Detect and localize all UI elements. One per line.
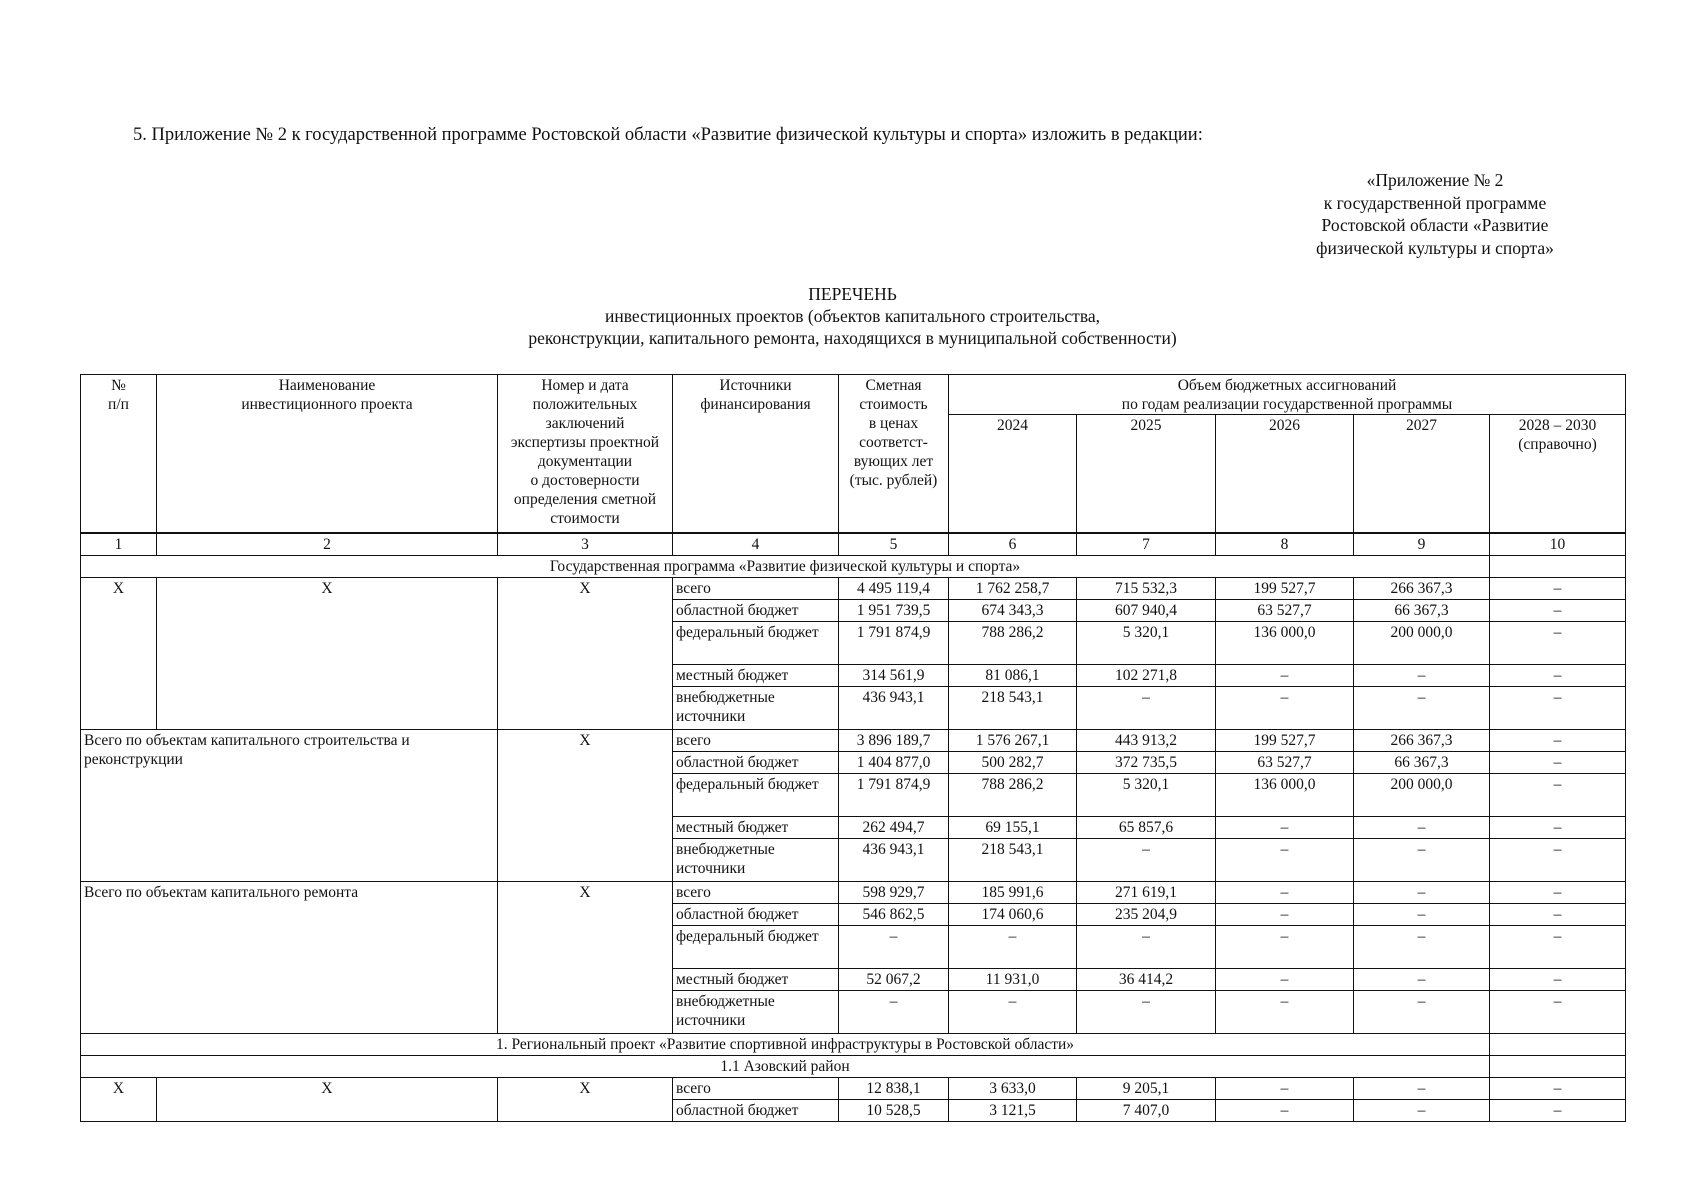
value-cell: 63 527,7	[1216, 751, 1354, 773]
value-cell: –	[1216, 838, 1354, 881]
value-cell: –	[1077, 838, 1216, 881]
section-regional	[81, 1033, 1626, 1055]
value-cell: –	[1354, 925, 1490, 968]
section-program-label: Государственная программа «Развитие физической культуры и спорта»	[81, 555, 1490, 577]
value-cell: –	[1077, 925, 1216, 968]
x-mark-num: Х	[81, 1077, 157, 1121]
value-cell: 443 913,2	[1077, 729, 1216, 751]
value-cell: 11 931,0	[949, 968, 1077, 990]
source-cell: всего	[673, 577, 839, 599]
value-cell: –	[949, 990, 1077, 1033]
value-cell: 788 286,2	[949, 621, 1077, 664]
value-cell: 266 367,3	[1354, 577, 1490, 599]
value-cell: 314 561,9	[839, 664, 949, 686]
value-cell: 218 543,1	[949, 686, 1077, 729]
value-cell: –	[1354, 816, 1490, 838]
value-cell: –	[1490, 1077, 1626, 1099]
value-cell: 4 495 119,4	[839, 577, 949, 599]
value-cell: –	[1216, 816, 1354, 838]
header-2028-2030: 2028 – 2030 (справочно)	[1490, 415, 1626, 533]
value-cell: 69 155,1	[949, 816, 1077, 838]
value-cell: –	[1216, 903, 1354, 925]
value-cell: –	[1216, 925, 1354, 968]
value-cell: –	[1077, 686, 1216, 729]
source-cell: местный бюджет	[673, 664, 839, 686]
value-cell: 436 943,1	[839, 686, 949, 729]
column-number: 1	[81, 533, 157, 556]
value-cell: 3 121,5	[949, 1099, 1077, 1121]
column-number: 7	[1077, 533, 1216, 556]
header-2026: 2026	[1216, 415, 1354, 533]
value-cell: 715 532,3	[1077, 577, 1216, 599]
intro-paragraph: 5. Приложение № 2 к государственной программе Ростовской области «Развитие физической культуры и спорта» изложить в редакции:	[133, 125, 1203, 145]
value-cell: –	[839, 925, 949, 968]
value-cell: 598 929,7	[839, 881, 949, 903]
annex-line: Ростовской области «Развитие	[1321, 215, 1549, 235]
value-cell: –	[839, 990, 949, 1033]
value-cell: –	[1216, 968, 1354, 990]
value-cell: 199 527,7	[1216, 577, 1354, 599]
section-program	[81, 555, 1626, 577]
value-cell: 500 282,7	[949, 751, 1077, 773]
column-numbers-row	[81, 533, 1626, 556]
value-cell: 674 343,3	[949, 599, 1077, 621]
value-cell: 266 367,3	[1354, 729, 1490, 751]
value-cell: 102 271,8	[1077, 664, 1216, 686]
source-cell: местный бюджет	[673, 968, 839, 990]
value-cell: –	[1354, 664, 1490, 686]
value-cell: –	[1216, 1077, 1354, 1099]
value-cell: –	[1216, 1099, 1354, 1121]
value-cell: 185 991,6	[949, 881, 1077, 903]
value-cell: 5 320,1	[1077, 773, 1216, 816]
annex-line: «Приложение № 2	[1366, 170, 1504, 190]
azov-block-row	[81, 1077, 1626, 1099]
source-cell: областной бюджет	[673, 903, 839, 925]
value-cell: 12 838,1	[839, 1077, 949, 1099]
header-row	[81, 375, 1626, 415]
x-mark-name: Х	[157, 577, 498, 729]
header-name: Наименование инвестиционного проекта	[157, 375, 498, 533]
x-mark-num: Х	[81, 577, 157, 729]
source-cell: областной бюджет	[673, 599, 839, 621]
section-azov	[81, 1055, 1626, 1077]
document-title	[300, 283, 1405, 349]
value-cell: 52 067,2	[839, 968, 949, 990]
value-cell: –	[949, 925, 1077, 968]
value-cell: –	[1354, 838, 1490, 881]
annex-line: физической культуры и спорта»	[1316, 237, 1554, 258]
value-cell: 200 000,0	[1354, 621, 1490, 664]
value-cell: 65 857,6	[1077, 816, 1216, 838]
value-cell: –	[1354, 686, 1490, 729]
source-cell: местный бюджет	[673, 816, 839, 838]
construction-block-row	[81, 729, 1626, 751]
construction-block-label: Всего по объектам капитального строительства и реконструкции	[81, 729, 498, 881]
value-cell: 218 543,1	[949, 838, 1077, 881]
title-line: ПЕРЕЧЕНЬ	[808, 284, 897, 304]
repair-block-row	[81, 881, 1626, 903]
value-cell: 1 791 874,9	[839, 773, 949, 816]
total-block-row	[81, 577, 1626, 599]
value-cell: 7 407,0	[1077, 1099, 1216, 1121]
value-cell: 271 619,1	[1077, 881, 1216, 903]
repair-block-label: Всего по объектам капитального ремонта	[81, 881, 498, 1033]
source-cell: федеральный бюджет	[673, 773, 839, 816]
x-mark-expertise: Х	[498, 729, 673, 881]
value-cell: 436 943,1	[839, 838, 949, 881]
value-cell: –	[1077, 990, 1216, 1033]
value-cell: –	[1490, 903, 1626, 925]
value-cell: –	[1216, 990, 1354, 1033]
value-cell: –	[1354, 903, 1490, 925]
value-cell: 1 404 877,0	[839, 751, 949, 773]
column-number: 2	[157, 533, 498, 556]
value-cell: 546 862,5	[839, 903, 949, 925]
value-cell: 81 086,1	[949, 664, 1077, 686]
x-mark-expertise: Х	[498, 1077, 673, 1121]
value-cell: –	[1354, 990, 1490, 1033]
source-cell: внебюджетные источники	[673, 686, 839, 729]
value-cell: –	[1216, 686, 1354, 729]
source-cell: федеральный бюджет	[673, 621, 839, 664]
source-cell: областной бюджет	[673, 1099, 839, 1121]
column-number: 3	[498, 533, 673, 556]
value-cell: –	[1490, 664, 1626, 686]
value-cell: –	[1490, 990, 1626, 1033]
source-cell: федеральный бюджет	[673, 925, 839, 968]
source-cell: всего	[673, 881, 839, 903]
value-cell: –	[1216, 881, 1354, 903]
value-cell: 199 527,7	[1216, 729, 1354, 751]
empty-cell	[1490, 1055, 1626, 1077]
value-cell: 3 896 189,7	[839, 729, 949, 751]
value-cell: –	[1490, 1099, 1626, 1121]
value-cell: –	[1490, 577, 1626, 599]
value-cell: –	[1490, 686, 1626, 729]
value-cell: –	[1490, 751, 1626, 773]
value-cell: 136 000,0	[1216, 773, 1354, 816]
header-expertise: Номер и дата положительных заключений экспертизы проектной документации о достоверности определения сметной стоимости	[498, 375, 673, 533]
value-cell: 1 576 267,1	[949, 729, 1077, 751]
header-cost: Сметная стоимость в ценах соответст- вующих лет (тыс. рублей)	[839, 375, 949, 533]
value-cell: 10 528,5	[839, 1099, 949, 1121]
value-cell: 36 414,2	[1077, 968, 1216, 990]
source-cell: областной бюджет	[673, 751, 839, 773]
annex-line: к государственной программе	[1323, 192, 1547, 213]
value-cell: –	[1490, 968, 1626, 990]
column-number: 4	[673, 533, 839, 556]
value-cell: –	[1490, 729, 1626, 751]
value-cell: –	[1354, 1099, 1490, 1121]
value-cell: 1 951 739,5	[839, 599, 949, 621]
value-cell: –	[1490, 881, 1626, 903]
section-regional-label: 1. Региональный проект «Развитие спортивной инфраструктуры в Ростовской области»	[81, 1033, 1490, 1055]
value-cell: –	[1354, 1077, 1490, 1099]
value-cell: 63 527,7	[1216, 599, 1354, 621]
source-cell: всего	[673, 1077, 839, 1099]
value-cell: 607 940,4	[1077, 599, 1216, 621]
value-cell: 66 367,3	[1354, 751, 1490, 773]
section-azov-label: 1.1 Азовский район	[81, 1055, 1490, 1077]
source-cell: всего	[673, 729, 839, 751]
value-cell: 1 791 874,9	[839, 621, 949, 664]
value-cell: –	[1490, 816, 1626, 838]
title-line: инвестиционных проектов (объектов капитального строительства,	[604, 306, 1101, 326]
value-cell: 136 000,0	[1216, 621, 1354, 664]
value-cell: 174 060,6	[949, 903, 1077, 925]
title-line: реконструкции, капитального ремонта, находящихся в муниципальной собственности)	[528, 328, 1177, 348]
value-cell: –	[1490, 621, 1626, 664]
value-cell: 9 205,1	[1077, 1077, 1216, 1099]
header-2025: 2025	[1077, 415, 1216, 533]
column-number: 5	[839, 533, 949, 556]
value-cell: –	[1490, 773, 1626, 816]
x-mark-expertise: Х	[498, 577, 673, 729]
source-cell: внебюджетные источники	[673, 838, 839, 881]
empty-cell	[1490, 1033, 1626, 1055]
value-cell: –	[1490, 925, 1626, 968]
investment-projects-table	[80, 374, 1626, 1122]
x-mark-expertise: Х	[498, 881, 673, 1033]
value-cell: –	[1490, 838, 1626, 881]
value-cell: –	[1216, 664, 1354, 686]
value-cell: –	[1354, 968, 1490, 990]
value-cell: 235 204,9	[1077, 903, 1216, 925]
column-number: 10	[1490, 533, 1626, 556]
value-cell: 372 735,5	[1077, 751, 1216, 773]
column-number: 9	[1354, 533, 1490, 556]
source-cell: внебюджетные источники	[673, 990, 839, 1033]
header-volume: Объем бюджетных ассигнований по годам реализации государственной программы	[949, 375, 1626, 415]
header-2027: 2027	[1354, 415, 1490, 533]
value-cell: 66 367,3	[1354, 599, 1490, 621]
value-cell: 3 633,0	[949, 1077, 1077, 1099]
value-cell: –	[1354, 881, 1490, 903]
value-cell: 788 286,2	[949, 773, 1077, 816]
value-cell: 200 000,0	[1354, 773, 1490, 816]
value-cell: 5 320,1	[1077, 621, 1216, 664]
header-2024: 2024	[949, 415, 1077, 533]
value-cell: –	[1490, 599, 1626, 621]
value-cell: 262 494,7	[839, 816, 949, 838]
empty-cell	[1490, 555, 1626, 577]
column-number: 8	[1216, 533, 1354, 556]
header-num: № п/п	[81, 375, 157, 533]
value-cell: 1 762 258,7	[949, 577, 1077, 599]
column-number: 6	[949, 533, 1077, 556]
annex-heading	[1290, 169, 1580, 259]
x-mark-name: Х	[157, 1077, 498, 1121]
header-sources: Источники финансирования	[673, 375, 839, 533]
